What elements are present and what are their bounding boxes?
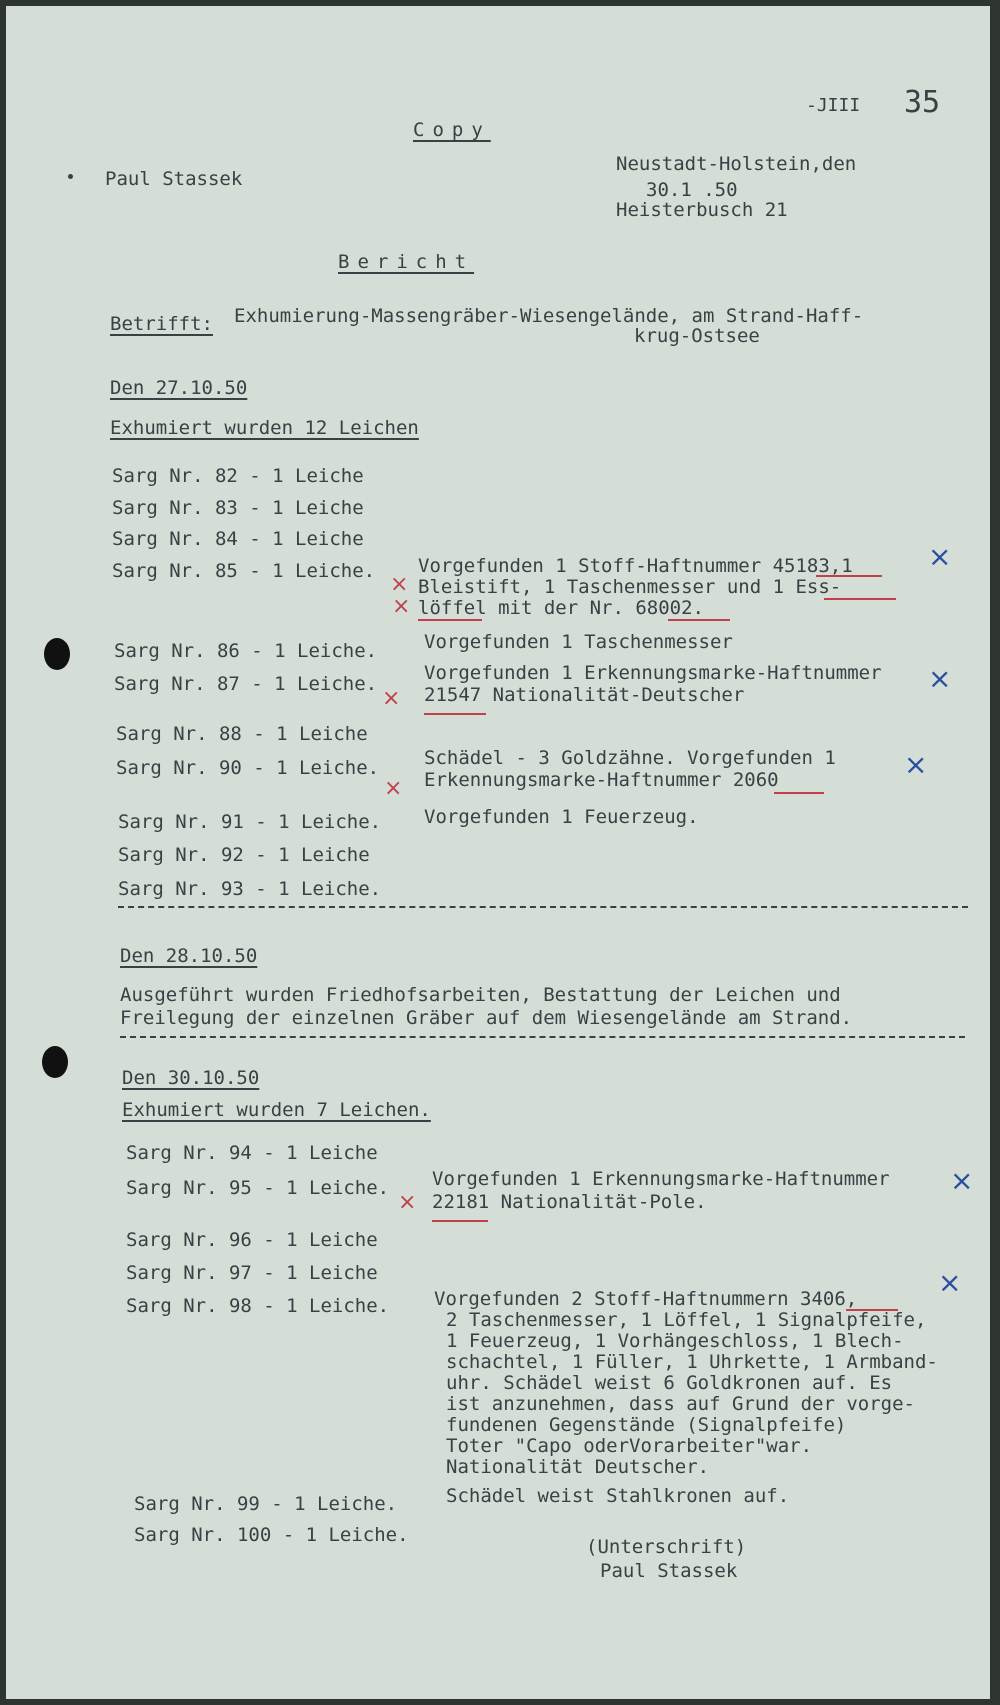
divider-1 <box>118 906 968 908</box>
entry-100: Sarg Nr. 100 - 1 Leiche. <box>134 1524 409 1546</box>
entry-98-detail-1: Vorgefunden 2 Stoff-Haftnummern 3406, <box>434 1288 858 1310</box>
entry-86: Sarg Nr. 86 - 1 Leiche. <box>114 640 378 662</box>
red-underline-45183 <box>816 575 882 577</box>
blue-check-95: × <box>950 1164 974 1197</box>
sender-name: Paul Stassek <box>105 168 243 190</box>
entry-85-detail-2: Bleistift, 1 Taschenmesser und 1 Ess- <box>418 576 842 598</box>
red-underline-22181 <box>432 1220 488 1222</box>
entry-87-detail-2: 21547 Nationalität-Deutscher <box>424 684 745 706</box>
entry-82: Sarg Nr. 82 - 1 Leiche <box>112 465 364 487</box>
date-line: 30.1 .50 <box>646 179 738 201</box>
red-check-87: × <box>382 686 401 711</box>
signature-name: Paul Stassek <box>600 1560 738 1582</box>
signature-label: (Unterschrift) <box>586 1536 747 1558</box>
entry-83: Sarg Nr. 83 - 1 Leiche <box>112 497 364 519</box>
red-underline-3406 <box>846 1309 898 1311</box>
entry-94: Sarg Nr. 94 - 1 Leiche <box>126 1142 378 1164</box>
subject-label: Betrifft: <box>110 313 213 335</box>
red-check-95: × <box>398 1190 417 1215</box>
entry-86-detail-1: Vorgefunden 1 Taschenmesser <box>424 631 733 653</box>
subject-line-1: Exhumierung-Massengräber-Wiesengelände, am Strand-Haff- <box>234 305 864 327</box>
section-3-summary: Exhumiert wurden 7 Leichen. <box>122 1099 431 1121</box>
entry-87-detail-1: Vorgefunden 1 Erkennungsmarke-Haftnummer <box>424 662 882 684</box>
copy-label: Copy <box>413 119 491 141</box>
section-2-line-2: Freilegung der einzelnen Gräber auf dem Wiesengelände am Strand. <box>120 1007 853 1029</box>
divider-2 <box>120 1036 965 1038</box>
document-page <box>6 6 990 1699</box>
red-underline-loeffel <box>418 619 482 621</box>
stamp-mark: -JIII <box>806 95 861 116</box>
page-number: 35 <box>904 85 941 120</box>
blue-check-90: × <box>904 748 928 781</box>
entry-99-detail-1: Schädel weist Stahlkronen auf. <box>446 1485 790 1507</box>
red-underline-68002 <box>668 619 730 621</box>
red-check-85b: × <box>392 594 411 619</box>
entry-91: Sarg Nr. 91 - 1 Leiche. <box>118 811 382 833</box>
red-check-85a: × <box>390 572 409 597</box>
entry-87: Sarg Nr. 87 - 1 Leiche. <box>114 673 378 695</box>
entry-95: Sarg Nr. 95 - 1 Leiche. <box>126 1177 390 1199</box>
section-2-date: Den 28.10.50 <box>120 945 258 967</box>
section-1-date: Den 27.10.50 <box>110 377 248 399</box>
entry-85: Sarg Nr. 85 - 1 Leiche. <box>112 560 376 582</box>
entry-98-detail-6: ist anzunehmen, dass auf Grund der vorge- <box>446 1393 915 1415</box>
entry-92: Sarg Nr. 92 - 1 Leiche <box>118 844 370 866</box>
entry-98-detail-2: 2 Taschenmesser, 1 Löffel, 1 Signalpfeife, <box>446 1309 927 1331</box>
red-check-90: × <box>384 776 403 801</box>
section-1-summary: Exhumiert wurden 12 Leichen <box>110 417 419 439</box>
report-title: Bericht <box>338 251 475 273</box>
entry-98-detail-3: 1 Feuerzeug, 1 Vorhängeschloss, 1 Blech- <box>446 1330 904 1352</box>
section-3-date: Den 30.10.50 <box>122 1067 260 1089</box>
entry-99: Sarg Nr. 99 - 1 Leiche. <box>134 1493 398 1515</box>
entry-95-detail-1: Vorgefunden 1 Erkennungsmarke-Haftnummer <box>432 1168 890 1190</box>
punch-hole-top <box>44 638 70 670</box>
entry-95-detail-2: 22181 Nationalität-Pole. <box>432 1191 707 1213</box>
entry-97: Sarg Nr. 97 - 1 Leiche <box>126 1262 378 1284</box>
entry-98-detail-4: schachtel, 1 Füller, 1 Uhrkette, 1 Armband- <box>446 1351 938 1373</box>
entry-96: Sarg Nr. 96 - 1 Leiche <box>126 1229 378 1251</box>
blue-check-85: × <box>928 540 952 573</box>
address-line: Heisterbusch 21 <box>616 199 788 221</box>
entry-85-detail-1: Vorgefunden 1 Stoff-Haftnummer 45183,1 <box>418 555 853 577</box>
punch-hole-bottom <box>42 1046 68 1078</box>
red-underline-21547 <box>424 713 486 715</box>
red-underline-2060 <box>774 792 824 794</box>
blue-check-98: × <box>938 1266 962 1299</box>
bullet-dot <box>68 174 73 179</box>
entry-98-detail-8: Toter "Capo oderVorarbeiter"war. <box>446 1435 813 1457</box>
entry-98-detail-7: fundenen Gegenstände (Signalpfeife) <box>446 1414 847 1436</box>
entry-98: Sarg Nr. 98 - 1 Leiche. <box>126 1295 390 1317</box>
red-underline-ess <box>824 598 896 600</box>
section-2-line-1: Ausgeführt wurden Friedhofsarbeiten, Bestattung der Leichen und <box>120 984 841 1006</box>
blue-check-87: × <box>928 662 952 695</box>
entry-91-detail-1: Vorgefunden 1 Feuerzeug. <box>424 806 699 828</box>
entry-88: Sarg Nr. 88 - 1 Leiche <box>116 723 368 745</box>
entry-90: Sarg Nr. 90 - 1 Leiche. <box>116 757 380 779</box>
entry-90-detail-2: Erkennungsmarke-Haftnummer 2060 <box>424 769 779 791</box>
entry-93: Sarg Nr. 93 - 1 Leiche. <box>118 878 382 900</box>
place-line: Neustadt-Holstein,den <box>616 153 857 175</box>
subject-line-2: krug-Ostsee <box>634 325 760 347</box>
entry-85-detail-3: löffel mit der Nr. 68002. <box>418 597 704 619</box>
entry-98-detail-9: Nationalität Deutscher. <box>446 1456 710 1478</box>
entry-84: Sarg Nr. 84 - 1 Leiche <box>112 528 364 550</box>
entry-98-detail-5: uhr. Schädel weist 6 Goldkronen auf. Es <box>446 1372 893 1394</box>
entry-90-detail-1: Schädel - 3 Goldzähne. Vorgefunden 1 <box>424 747 836 769</box>
